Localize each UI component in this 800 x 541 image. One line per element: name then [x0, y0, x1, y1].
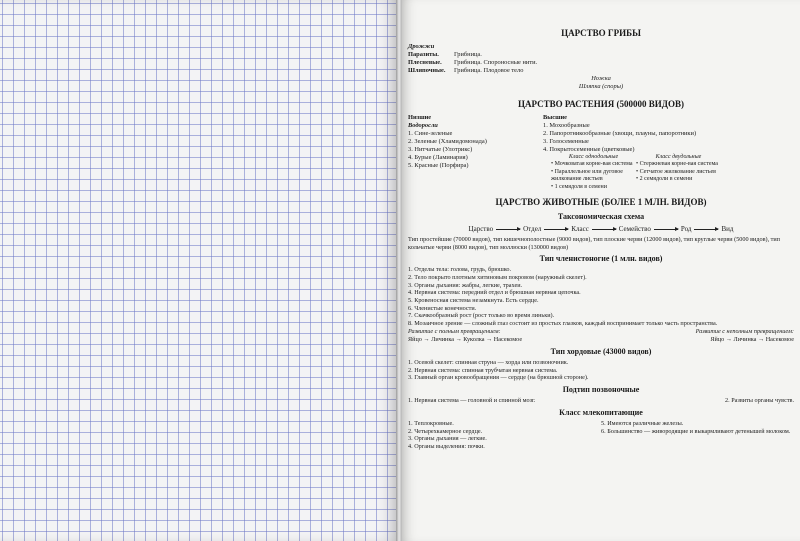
list-item: 1. Осевой скелет: спинная струна — хорда или позвоночник. — [408, 358, 569, 366]
list-item: 2. Нервная система: спинная трубчатая нервная система. — [408, 366, 558, 374]
list-item: 3. Главный орган кровообращения — сердце (на брюшной стороне). — [408, 374, 589, 382]
fungi-row: Шляпочные. Грибница. Плодовое тело — [408, 67, 524, 74]
vertebrates-row: 1. Нервная система — головной и спинной мозг. 2. Развиты органы чувств. — [408, 396, 794, 404]
taxonomy-title: Таксономическая схема — [557, 212, 645, 222]
plants-title: ЦАРСТВО РАСТЕНИЯ (500000 ВИДОВ) — [518, 99, 684, 109]
vertebrates-title: Подтип позвоночные — [562, 384, 640, 394]
mammals-list — [408, 420, 794, 451]
chordates-title: Тип хордовые (43000 видов) — [550, 346, 652, 356]
fungi-row: Паразиты. Грибница. — [408, 51, 482, 58]
list-item: 7. Скачкообразный рост (рост только во время линьки). — [408, 312, 555, 320]
page-content — [408, 24, 794, 451]
monocot-class: Класс однодольные • Мочковатая корне-вая система • Параллельное или дуговое жилкование листьев • 1 семядоля в семени — [551, 154, 633, 190]
list-item: 4. Покрытосеменные (цветковые) — [543, 146, 635, 153]
animal-types-text: Тип простейшие (70000 видов), тип кишечнополостные (9000 видов), тип плоские черви (12000 видов), тип круглые черви (5000 видов), тип кольчатые черви (8000 видов), тип моллюски (130000 видов) — [408, 236, 780, 251]
plants-higher: Высшие 1. Мохообразные 2. Папоротникообразные (хвощи, плауны, папоротники) 3. Голосеменные 4. Покрытосеменные (цветковые) Класс однодольные • Мочковатая корне-вая система • Параллельное или дуговое жилкование листьев • 1 семядоля в семени Класс двудольные • Стержневая корне-вая система • Сетчатое жилкование листьев • 2 семядоли в семени — [543, 114, 793, 191]
fungi-section — [408, 43, 794, 91]
mammals-col-left — [408, 420, 601, 451]
list-item: 2. Зеленые (Хламидомонада) — [408, 138, 487, 145]
development-schemes: Яйцо → Личинка → Куколка → Насекомое Яйцо → Личинка → Насекомое — [408, 335, 794, 343]
arrow-icon — [496, 229, 520, 230]
plant-classes — [551, 154, 793, 191]
arrow-icon — [544, 229, 568, 230]
mammals-col-right — [601, 420, 794, 451]
list-item: 5. Имеются различные железы. — [601, 419, 684, 427]
arthropods-list — [408, 266, 794, 328]
plants-columns — [408, 114, 794, 191]
development-labels: Развитие с полным превращением: Развитие с неполным превращением: — [408, 327, 794, 335]
list-item: 5. Кровеносная система незамкнута. Есть сердце. — [408, 297, 539, 305]
arrow-icon — [592, 229, 616, 230]
list-item: 5. Красные (Порфира) — [408, 162, 469, 169]
arrow-icon — [694, 229, 718, 230]
dicot-class: Класс двудольные • Стержневая корне-вая система • Сетчатое жилкование листьев • 2 семядоли в семени — [636, 154, 718, 183]
list-item: 2. Папоротникообразные (хвощи, плауны, папоротники) — [543, 130, 697, 137]
printed-page — [402, 0, 800, 541]
taxonomy-scheme: Царство Отдел Класс Семейство Род Вид — [468, 225, 734, 234]
list-item: 3. Органы дыхания: жабры, легкие, трахеи. — [408, 281, 523, 289]
mammals-title: Класс млекопитающие — [559, 407, 643, 417]
list-item: 1. Мохообразные — [543, 122, 590, 129]
list-item: 6. Большинство — живородящие и выкармливают детенышей молоком. — [601, 427, 791, 435]
list-item: 4. Бурые (Ламинария) — [408, 154, 468, 161]
fungi-yeast: Дрожжи — [408, 43, 435, 50]
fungi-title: ЦАРСТВО ГРИБЫ — [561, 28, 641, 38]
list-item: 1. Отделы тела: голова, грудь, брюшко. — [408, 266, 512, 274]
list-item: 2. Тело покрыто плотным хитиновым покровом (наружный скелет). — [408, 273, 587, 281]
animals-title: ЦАРСТВО ЖИВОТНЫЕ (БОЛЕЕ 1 МЛН. ВИДОВ) — [495, 197, 707, 208]
list-item: 4. Нервная система: передний отдел и брюшная нервная цепочка. — [408, 289, 581, 297]
list-item: 4. Органы выделения: почки. — [408, 443, 485, 451]
arrow-icon — [654, 229, 678, 230]
list-item: 8. Мозаичное зрение — сложный глаз состоит из простых глазков, каждый воспринимает только часть пространства. — [408, 320, 718, 328]
list-item: 6. Членистые конечности. — [408, 304, 477, 312]
list-item: 2. Четырехкамерное сердце. — [408, 427, 483, 435]
arthropods-title: Тип членистоногие (1 млн. видов) — [539, 254, 663, 264]
chordates-list — [408, 359, 794, 382]
list-item: 1. Теплокровные. — [408, 419, 454, 427]
fungi-leg: Ножка — [591, 75, 611, 82]
plants-lower: Низшие Водоросли 1. Сине-зеленые 2. Зеленые (Хламидомонада) 3. Нитчатые (Улотрикс) 4. Бурые (Ламинария) 5. Красные (Порфира) — [408, 114, 543, 191]
graph-paper-page — [0, 0, 398, 541]
list-item: 3. Нитчатые (Улотрикс) — [408, 146, 473, 153]
list-item: 3. Голосеменные — [543, 138, 589, 145]
fungi-row: Плесневые. Грибница. Спороносные нити. — [408, 59, 538, 66]
fungi-cap: Шляпка (споры) — [578, 83, 624, 90]
list-item: 3. Органы дыхания — легкие. — [408, 435, 487, 443]
list-item: 1. Сине-зеленые — [408, 130, 453, 137]
